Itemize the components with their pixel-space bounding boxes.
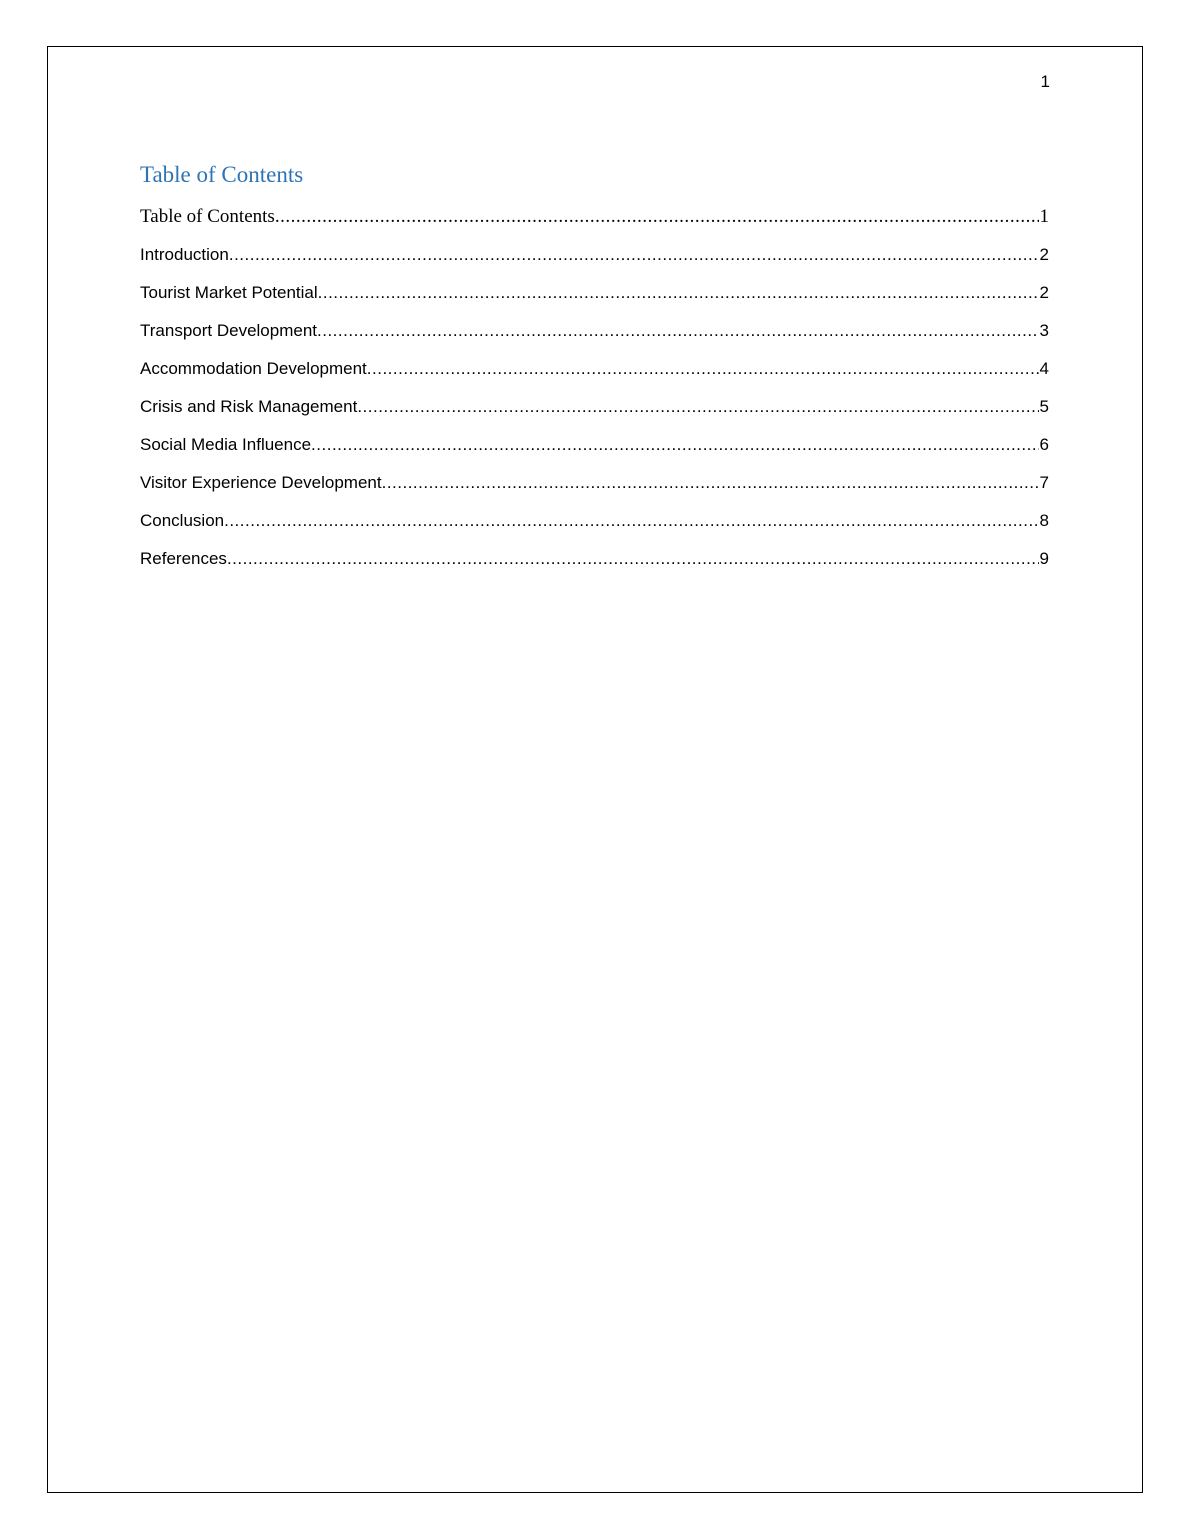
toc-entry-page: 2 [1039,245,1049,264]
toc-entry-introduction[interactable] [140,242,1049,280]
toc-entry-table-of-contents[interactable] [140,204,1049,242]
toc-dot-leader [382,470,1039,496]
toc-entry-label: Introduction [140,245,229,264]
toc-entry-label: Table of Contents [140,206,275,227]
toc-entry-page: 7 [1039,473,1049,492]
toc-entry-page: 9 [1039,549,1049,568]
toc-dot-leader [367,356,1039,382]
toc-heading: Table of Contents [140,162,304,187]
toc-entry-label: Visitor Experience Development [140,473,382,492]
toc-dot-leader [318,280,1039,306]
toc-entry-label: Conclusion [140,511,225,530]
toc-entry-crisis-and-risk-management[interactable] [140,394,1049,432]
toc-entry-visitor-experience-development[interactable] [140,470,1049,508]
toc-entry-page: 6 [1039,435,1049,454]
toc-entry-tourist-market-potential[interactable] [140,280,1049,318]
page-number: 1 [1040,72,1050,91]
toc-entry-page: 1 [1039,206,1049,227]
toc-dot-leader [275,204,1039,230]
toc-entry-label: References [140,549,227,568]
toc-entry-references[interactable] [140,546,1049,584]
toc-dot-leader [357,394,1038,420]
toc-entry-label: Transport Development [140,321,318,340]
toc-entry-page: 5 [1039,397,1049,416]
toc-entry-page: 8 [1039,511,1049,530]
toc-dot-leader [227,546,1039,572]
toc-dot-leader [317,318,1039,344]
toc-dot-leader [229,242,1039,268]
toc-entry-label: Tourist Market Potential [140,283,318,302]
toc-entry-label: Social Media Influence [140,435,312,454]
toc-entry-page: 2 [1039,283,1049,302]
toc-entry-accommodation-development[interactable] [140,356,1049,394]
toc-entry-social-media-influence[interactable] [140,432,1049,470]
toc-entry-transport-development[interactable] [140,318,1049,356]
toc-entry-conclusion[interactable] [140,508,1049,546]
toc-entry-label: Accommodation Development [140,359,367,378]
toc-dot-leader [311,432,1038,458]
toc-entry-page: 3 [1039,321,1049,340]
toc-dot-leader [224,508,1038,534]
toc-list [140,204,1049,584]
toc-entry-page: 4 [1039,359,1049,378]
toc-entry-label: Crisis and Risk Management [140,397,358,416]
